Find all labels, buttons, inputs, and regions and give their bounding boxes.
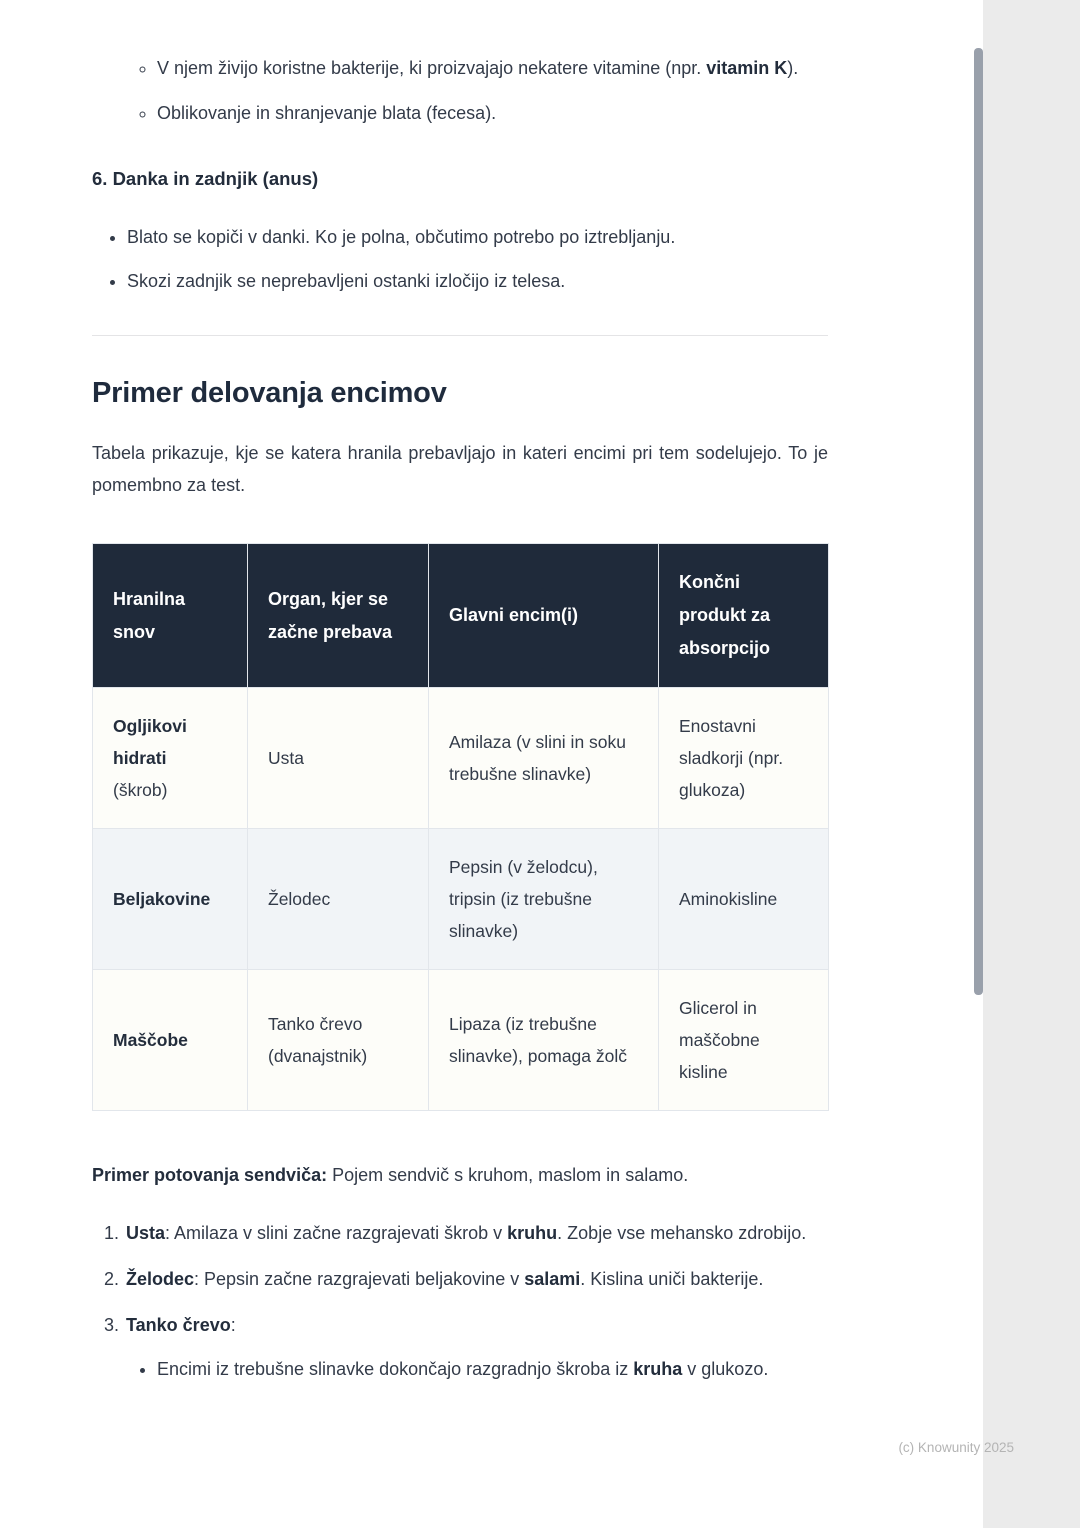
- nutrient-name: Beljakovine: [113, 889, 211, 909]
- col-header-product: Končni produkt za absorpcijo: [659, 544, 829, 688]
- text-segment: Encimi iz trebušne slinavke dokončajo razgradnjo škroba iz: [157, 1359, 634, 1379]
- text-segment: ).: [787, 58, 799, 78]
- step-number: 3.: [104, 1315, 120, 1335]
- section-divider: [92, 335, 828, 336]
- enzyme-table: [92, 543, 829, 1111]
- scrollbar-thumb[interactable]: [974, 48, 983, 995]
- cell-enzyme: Pepsin (v želodcu), tripsin (iz trebušne slinavke): [429, 829, 659, 970]
- bold-text: kruha: [633, 1359, 683, 1379]
- list-item: [127, 265, 828, 297]
- bold-text: Usta: [126, 1223, 166, 1243]
- step-number: 1.: [104, 1223, 120, 1243]
- cell-enzyme: Amilaza (v slini in soku trebušne slinavke): [429, 688, 659, 829]
- sandwich-lead: [92, 1159, 828, 1191]
- step3-sub-list: [126, 1353, 828, 1385]
- bold-text: kruhu: [507, 1223, 558, 1243]
- step-item-stomach: [92, 1263, 828, 1295]
- cell-nutrient: [93, 970, 248, 1111]
- cell-organ: Usta: [248, 688, 429, 829]
- col-header-enzyme: Glavni encim(i): [429, 544, 659, 688]
- table-row-proteins: [93, 829, 829, 970]
- text-segment: v glukozo.: [682, 1359, 769, 1379]
- text-segment: . Kislina uniči bakterije.: [580, 1269, 764, 1289]
- text-segment: . Zobje vse mehansko zdrobijo.: [557, 1223, 807, 1243]
- bold-text: Želodec: [126, 1269, 195, 1289]
- watermark: (c) Knowunity 2025: [898, 1440, 1014, 1455]
- cell-nutrient: [93, 688, 248, 829]
- rectum-list: [92, 221, 828, 297]
- page-title: Primer delovanja encimov: [92, 377, 447, 409]
- table-row-carbohydrates: [93, 688, 829, 829]
- text-segment: Skozi zadnjik se neprebavljeni ostanki izločijo iz telesa.: [127, 271, 566, 291]
- step-number: 2.: [104, 1269, 120, 1289]
- table-header-row: [93, 544, 829, 688]
- nutrient-name: Maščobe: [113, 1030, 188, 1050]
- cell-nutrient: [93, 829, 248, 970]
- col-header-organ: Organ, kjer se začne prebava: [248, 544, 429, 688]
- text-segment: : Pepsin začne razgrajevati beljakovine v: [194, 1269, 525, 1289]
- cell-product: Enostavni sladkorji (npr. glukoza): [659, 688, 829, 829]
- text-segment: Oblikovanje in shranjevanje blata (fecesa).: [157, 103, 497, 123]
- list-item: [157, 52, 828, 84]
- intro-paragraph: Tabela prikazuje, kje se katera hranila prebavljajo in kateri encimi pri tem sodelujejo. To je pomembno za test.: [92, 443, 828, 495]
- bold-text: Primer potovanja sendviča:: [92, 1165, 328, 1185]
- col-header-nutrient: Hranilna snov: [93, 544, 248, 688]
- section-heading-rectum: 6. Danka in zadnjik (anus): [92, 168, 319, 189]
- text-segment: Pojem sendvič s kruhom, maslom in salamo.: [327, 1165, 689, 1185]
- cell-organ: Tanko črevo (dvanajstnik): [248, 970, 429, 1111]
- text-segment: Blato se kopiči v danki. Ko je polna, občutimo potrebo po iztrebljanju.: [127, 227, 676, 247]
- list-item: [157, 1353, 828, 1385]
- cell-enzyme: Lipaza (iz trebušne slinavke), pomaga žolč: [429, 970, 659, 1111]
- step-item-small-intestine: [92, 1309, 828, 1385]
- colon-function-list: [92, 52, 828, 129]
- cell-product: Aminokisline: [659, 829, 829, 970]
- cell-product: Glicerol in maščobne kisline: [659, 970, 829, 1111]
- nutrient-note: (škrob): [113, 780, 168, 800]
- text-segment: V njem živijo koristne bakterije, ki proizvajajo nekatere vitamine (npr.: [157, 58, 707, 78]
- bold-text: salami: [524, 1269, 581, 1289]
- sandwich-steps: [92, 1217, 828, 1385]
- step-text: [126, 1263, 828, 1295]
- text-segment: : Amilaza v slini začne razgrajevati škrob v: [165, 1223, 508, 1243]
- bold-text: Tanko črevo: [126, 1315, 231, 1335]
- step-text: [126, 1217, 828, 1249]
- table-row-fats: [93, 970, 829, 1111]
- cell-organ: Želodec: [248, 829, 429, 970]
- nutrient-name: Ogljikovi hidrati: [113, 716, 187, 768]
- bold-text: vitamin K: [706, 58, 788, 78]
- page-gutter: [983, 0, 1080, 1528]
- step-text: [126, 1309, 828, 1385]
- document-content: [92, 0, 828, 1385]
- list-item: [127, 221, 828, 253]
- text-segment: :: [230, 1315, 236, 1335]
- list-item: [157, 97, 828, 129]
- step-item-mouth: [92, 1217, 828, 1249]
